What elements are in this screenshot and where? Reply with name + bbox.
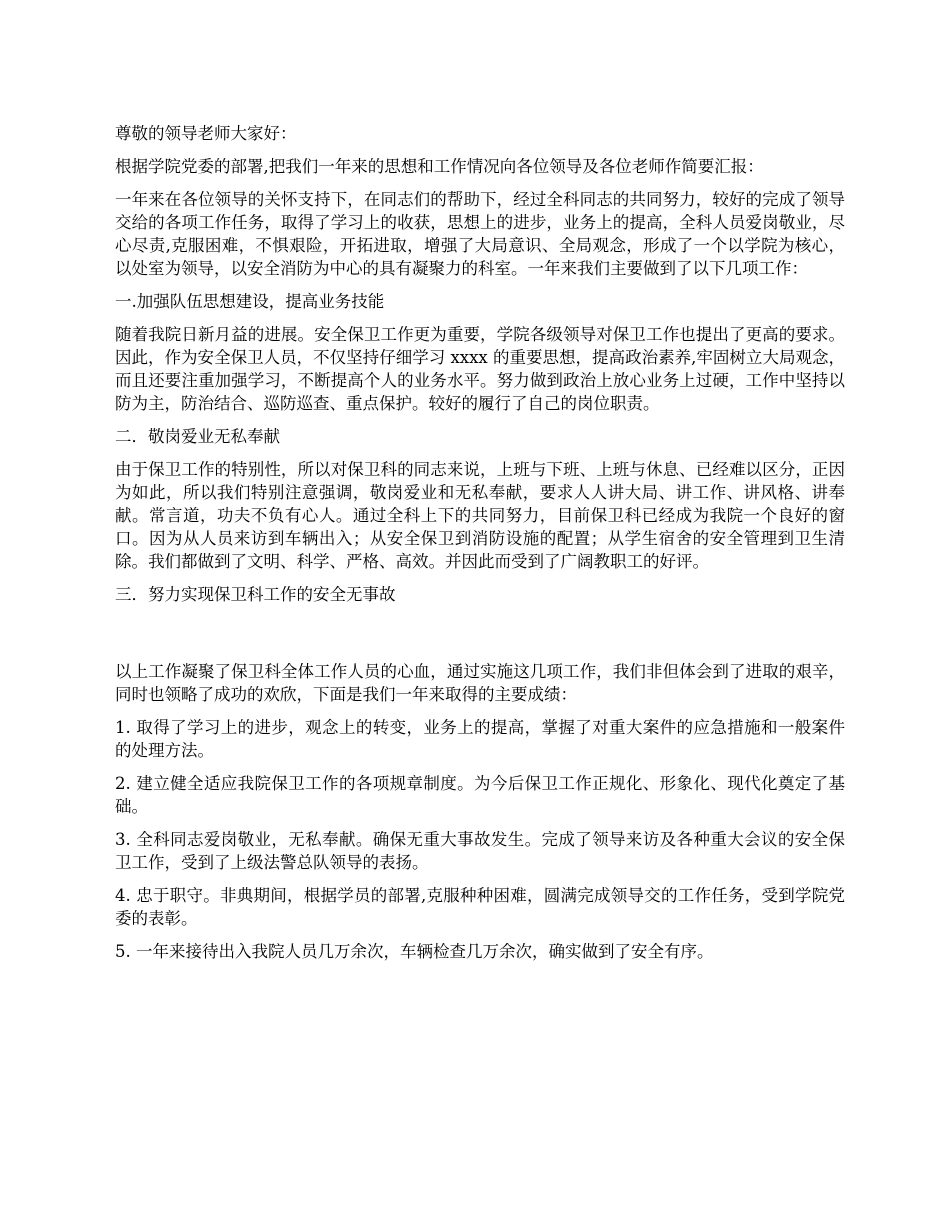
achievement-item: 2. 建立健全适应我院保卫工作的各项规章制度。为今后保卫工作正规化、形象化、现代化奠定了基础。 [115, 774, 845, 816]
section-body: 由于保卫工作的特别性，所以对保卫科的同志来说，上班与下班、上班与休息、已经难以区分，正因为如此，所以我们特别注意强调，敬岗爱业和无私奉献，要求人人讲大局、讲工作、讲风格、讲奉献。常言道，功夫不负有心人。通过全科上下的共同努力，目前保卫科已经成为我院一个良好的窗口。因为从人员来访到车辆出入；从安全保卫到消防设施的配置；从学生宿舍的安全管理到卫生清除。我们都做到了文明、科学、严格、高效。并因此而受到了广阔教职工的好评。 [115, 460, 845, 571]
achievement-item: 1. 取得了学习上的进步，观念上的转变，业务上的提高，掌握了对重大案件的应急措施和一般案件的处理方法。 [115, 718, 845, 760]
section-heading: 一.加强队伍思想建设，提高业务技能 [115, 292, 385, 311]
overview-paragraph: 一年来在各位领导的关怀支持下，在同志们的帮助下，经过全科同志的共同努力，较好的完成了领导交给的各项工作任务，取得了学习上的收获，思想上的进步，业务上的提高，全科人员爱岗敬业，尽心尽责,克服困难，不惧艰险，开拓进取，增强了大局意识、全局观念，形成了一个以学院为核心，以处室为领导，以安全消防为中心的具有凝聚力的科室。一年来我们主要做到了以下几项工作： [115, 190, 845, 278]
blank-space [115, 616, 845, 660]
document-page [115, 122, 845, 973]
section-heading: 三．努力实现保卫科工作的安全无事故 [115, 585, 396, 604]
section-heading: 二．敬岗爱业无私奉献 [115, 427, 280, 446]
greeting: 尊敬的领导老师大家好： [115, 124, 297, 143]
summary-paragraph: 以上工作凝聚了保卫科全体工作人员的心血，通过实施这几项工作，我们非但体会到了进取的艰辛，同时也领略了成功的欢欣，下面是我们一年来取得的主要成绩： [115, 662, 845, 704]
achievement-item: 4. 忠于职守。非典期间，根据学员的部署,克服种种困难，圆满完成领导交的工作任务，受到学院党委的表彰。 [115, 886, 845, 928]
section-body: 随着我院日新月益的进展。安全保卫工作更为重要，学院各级领导对保卫工作也提出了更高的要求。因此，作为安全保卫人员，不仅坚持仔细学习 xxxx 的重要思想，提高政治素养,牢固树立大局观念，而且还要注重加强学习，不断提高个人的业务水平。努力做到政治上放心业务上过硬，工作中坚持以防为主，防治结合、巡防巡查、重点保护。较好的履行了自己的岗位职责。 [115, 325, 845, 413]
intro-paragraph: 根据学院党委的部署,把我们一年来的思想和工作情况向各位领导及各位老师作简要汇报： [115, 157, 764, 176]
achievement-item: 3. 全科同志爱岗敬业，无私奉献。确保无重大事故发生。完成了领导来访及各种重大会议的安全保卫工作，受到了上级法警总队领导的表扬。 [115, 830, 845, 872]
achievement-item: 5. 一年来接待出入我院人员几万余次，车辆检查几万余次，确实做到了安全有序。 [115, 942, 714, 961]
